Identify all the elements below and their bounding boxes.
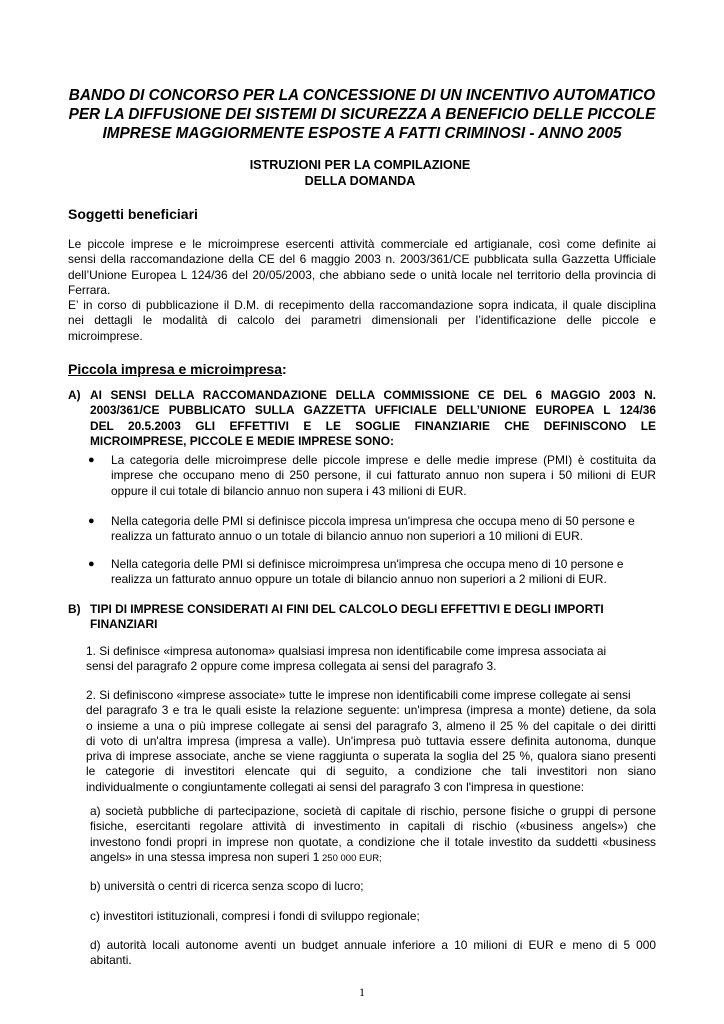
bullet-icon: ● xyxy=(88,454,95,466)
text-line: 2003/361/CE PUBBLICATO SULLA GAZZETTA UFFICIALE DELL’UNIONE EUROPEA L 124/36 xyxy=(90,403,656,418)
numbered-item-1 xyxy=(86,644,656,675)
heading-soggetti-beneficiari: Soggetti beneficiari xyxy=(68,206,198,222)
text-line: nei dettagli le modalità di calcolo dei parametri dimensionali per l’identificazione delle piccole e xyxy=(68,313,656,328)
text-line: dell’Unione Europea L 124/36 del 20/05/2003, che abbiano sede o unità locale nel territorio della provincia di xyxy=(68,267,656,282)
document-title xyxy=(62,86,662,143)
text-line: di voto di un'altra impresa (impresa a valle). Un'impresa può tuttavia essere definita autonoma, dunque xyxy=(86,733,656,748)
section-b-heading xyxy=(90,602,656,633)
text-line: d) autorità locali autonome aventi un budget annuale inferiore a 10 milioni di EUR e meno di 5 000 xyxy=(90,938,656,952)
text-line: FINANZIARI xyxy=(90,617,158,632)
text-line: Nella categoria delle PMI si definisce microimpresa un'impresa che occupa meno di 10 persone e xyxy=(111,557,624,571)
title-line: PER LA DIFFUSIONE DEI SISTEMI DI SICUREZZA A BENEFICIO DELLE PICCOLE xyxy=(68,106,656,123)
text-line: DEL 20.5.2003 GLI EFFETTIVI E LE SOGLIE FINANZIARIE CHE DEFINISCONO LE xyxy=(90,418,656,433)
text-line: sensi del paragrafo 2 oppure come impresa collegata ai sensi del paragrafo 3. xyxy=(86,659,497,674)
list-item-a xyxy=(90,804,656,866)
text-line: 1. Si definisce «impresa autonoma» qualsiasi impresa non identificabile come impresa associata ai xyxy=(86,644,607,658)
text-line: realizza un fatturato annuo oppure un totale di bilancio annuo non superiori a 2 milioni di EUR. xyxy=(111,572,607,587)
text-line: b) università o centri di ricerca senza scopo di lucro; xyxy=(90,879,364,893)
heading-colon: : xyxy=(282,361,287,377)
subtitle-line: ISTRUZIONI PER LA COMPILAZIONE xyxy=(249,158,471,172)
list-item-b xyxy=(90,879,656,894)
list-item-c xyxy=(90,909,656,924)
text-line: investono fondi propri in imprese non quotate, a condizione che il totale investito da suddetti «business xyxy=(90,834,656,849)
subtitle-line: DELLA DOMANDA xyxy=(304,174,416,188)
text-line: priva di imprese associate, anche se viene raggiunta o superata la soglia del 25 %, qualora siano presenti xyxy=(86,749,656,764)
section-b-letter: B) xyxy=(68,602,81,616)
text-line: o insieme a una o più imprese collegate ai sensi del paragrafo 3, almeno il 25 % del capitale o dei diritti xyxy=(86,718,656,733)
text-line: oppure il cui totale di bilancio annuo non supera i 43 milioni di EUR. xyxy=(111,483,467,498)
bullet-text xyxy=(111,453,656,499)
section-a-letter: A) xyxy=(68,388,81,402)
text-line: c) investitori istituzionali, compresi i fondi di sviluppo regionale; xyxy=(90,909,420,923)
bullet-icon: ● xyxy=(88,515,95,527)
text-line: fisiche, esercitanti regolare attività di investimento in capitali di rischio («business angels») che xyxy=(90,819,656,834)
section-a-heading xyxy=(90,388,656,449)
text-line: individualmente o congiuntamente collegati ai sensi del paragrafo 3 con l'impresa in questione: xyxy=(86,779,585,794)
paragraph-soggetti-1 xyxy=(68,237,656,298)
bullet-icon: ● xyxy=(88,558,95,570)
document-subtitle xyxy=(190,157,530,189)
page-number: 1 xyxy=(359,985,365,999)
heading-piccola-impresa-text: Piccola impresa e microimpresa xyxy=(68,361,282,377)
text-line: Le piccole imprese e le microimprese esercenti attività commerciale ed artigianale, così come definite ai xyxy=(68,237,656,251)
text-fragment: angels» in una stessa impresa non superi 1 xyxy=(90,849,320,864)
text-line: AI SENSI DELLA RACCOMANDAZIONE DELLA COMMISSIONE CE DEL 6 MAGGIO 2003 N. xyxy=(90,388,656,402)
text-line: del paragrafo 3 e tra le quali esiste la relazione seguente: un'impresa (impresa a monte) detiene, da sola xyxy=(86,703,656,718)
list-item-d xyxy=(90,938,656,969)
amount-text: 250 000 EUR; xyxy=(319,852,382,864)
text-line: le categorie di investitori elencate qui di seguito, a condizione che tali investitori non siano xyxy=(86,764,656,779)
title-line: BANDO DI CONCORSO PER LA CONCESSIONE DI UN INCENTIVO AUTOMATICO xyxy=(68,87,656,104)
text-line: La categoria delle microimprese delle piccole imprese e delle medie imprese (PMI) è costituita da xyxy=(111,453,656,467)
paragraph-soggetti-2 xyxy=(68,298,656,344)
heading-piccola-impresa xyxy=(68,360,287,378)
numbered-item-2 xyxy=(86,688,656,795)
text-line: a) società pubbliche di partecipazione, società di capitale di rischio, persone fisiche o gruppi di persone xyxy=(90,804,656,818)
text-line: abitanti. xyxy=(90,953,132,968)
bullet-text xyxy=(111,514,656,545)
text-line: sensi della raccomandazione della CE del 6 maggio 2003 n. 2003/361/CE pubblicata sulla Gazzetta Ufficiale xyxy=(68,252,656,267)
text-line: Nella categoria delle PMI si definisce piccola impresa un'impresa che occupa meno di 50 persone e xyxy=(111,514,635,528)
text-line: realizza un fatturato annuo o un totale di bilancio annuo non superiori a 10 milioni di EUR. xyxy=(111,529,583,544)
text-line: 2. Si definiscono «imprese associate» tutte le imprese non identificabili come imprese collegate ai sensi xyxy=(86,688,631,702)
title-line: IMPRESE MAGGIORMENTE ESPOSTE A FATTI CRIMINOSI - ANNO 2005 xyxy=(102,125,622,142)
text-line: TIPI DI IMPRESE CONSIDERATI AI FINI DEL CALCOLO DEGLI EFFETTIVI E DEGLI IMPORTI xyxy=(90,602,604,616)
bullet-text xyxy=(111,557,656,588)
text-line xyxy=(90,850,656,866)
text-line: MICROIMPRESE, PICCOLE E MEDIE IMPRESE SONO: xyxy=(90,433,394,448)
text-line: E’ in corso di pubblicazione il D.M. di recepimento della raccomandazione sopra indicata, il quale disciplina xyxy=(68,298,656,312)
text-line: microimprese. xyxy=(68,328,143,343)
text-line: Ferrara. xyxy=(68,282,111,297)
text-line: imprese che occupano meno di 250 persone, il cui fatturato annuo non supera i 50 milioni di EUR xyxy=(111,468,656,483)
